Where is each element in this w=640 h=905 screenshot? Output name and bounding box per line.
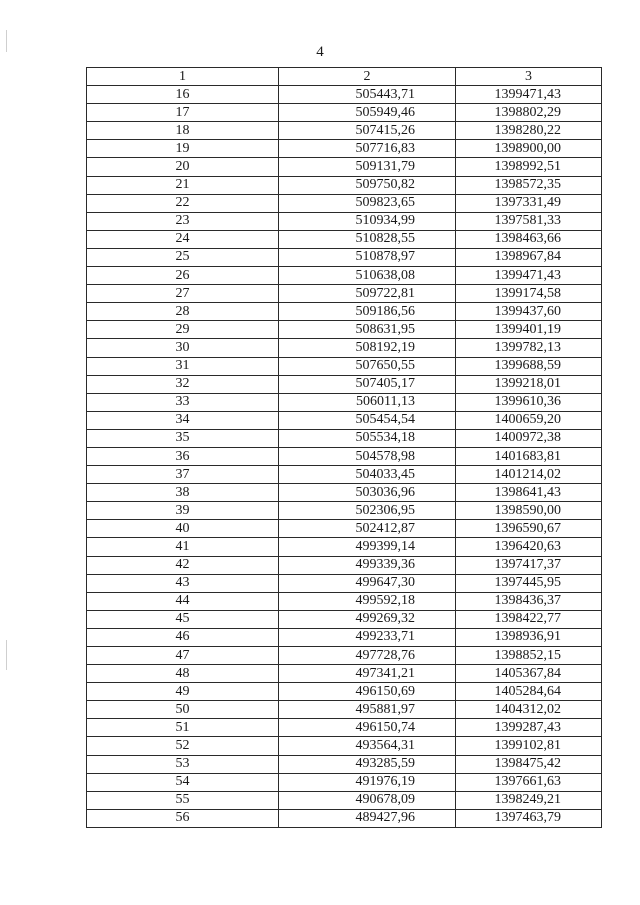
- coordinate-y-cell: 1404312,02: [456, 701, 602, 719]
- page-number: 4: [316, 44, 324, 60]
- coordinate-y-cell: 1399218,01: [456, 375, 602, 393]
- coordinate-x-cell: 507405,17: [279, 375, 456, 393]
- point-number-cell: 19: [87, 140, 279, 158]
- point-number-cell: 31: [87, 357, 279, 375]
- point-number-cell: 54: [87, 773, 279, 791]
- coordinate-y-cell: 1400972,38: [456, 429, 602, 447]
- coordinate-x-cell: 496150,69: [279, 683, 456, 701]
- coordinate-y-cell: 1398900,00: [456, 140, 602, 158]
- table-row: [87, 592, 602, 610]
- coordinate-y-cell: 1398280,22: [456, 122, 602, 140]
- coordinate-y-cell: 1399688,59: [456, 357, 602, 375]
- coordinate-y-cell: 1400659,20: [456, 411, 602, 429]
- coordinate-x-cell: 497341,21: [279, 665, 456, 683]
- table-row: [87, 267, 602, 285]
- table-row: [87, 429, 602, 447]
- coordinate-y-cell: 1399174,58: [456, 285, 602, 303]
- coordinate-y-cell: 1399437,60: [456, 303, 602, 321]
- coordinate-x-cell: 505443,71: [279, 86, 456, 104]
- coordinate-x-cell: 499592,18: [279, 592, 456, 610]
- table-row: [87, 393, 602, 411]
- coordinate-x-cell: 489427,96: [279, 809, 456, 827]
- table-row: [87, 411, 602, 429]
- coordinate-x-cell: 506011,13: [279, 393, 456, 411]
- table-row: [87, 357, 602, 375]
- point-number-cell: 43: [87, 574, 279, 592]
- coordinate-y-cell: 1398936,91: [456, 628, 602, 646]
- coordinate-y-cell: 1398436,37: [456, 592, 602, 610]
- table-row: [87, 610, 602, 628]
- coordinate-x-cell: 510828,55: [279, 230, 456, 248]
- table-row: [87, 791, 602, 809]
- coordinate-y-cell: 1396420,63: [456, 538, 602, 556]
- point-number-cell: 38: [87, 484, 279, 502]
- point-number-cell: 26: [87, 267, 279, 285]
- point-number-cell: 39: [87, 502, 279, 520]
- coordinate-x-cell: 499269,32: [279, 610, 456, 628]
- table-row: [87, 194, 602, 212]
- table-row: [87, 176, 602, 194]
- point-number-cell: 30: [87, 339, 279, 357]
- table-row: [87, 484, 602, 502]
- table-row: [87, 140, 602, 158]
- coordinate-x-cell: 493564,31: [279, 737, 456, 755]
- coordinate-y-cell: 1399471,43: [456, 267, 602, 285]
- table-row: [87, 755, 602, 773]
- coordinate-y-cell: 1398422,77: [456, 610, 602, 628]
- coordinate-x-cell: 491976,19: [279, 773, 456, 791]
- coordinate-x-cell: 504033,45: [279, 466, 456, 484]
- coordinate-x-cell: 497728,76: [279, 647, 456, 665]
- table-row: [87, 520, 602, 538]
- coordinate-x-cell: 509186,56: [279, 303, 456, 321]
- point-number-cell: 55: [87, 791, 279, 809]
- table-row: [87, 158, 602, 176]
- column-header-2: 2: [279, 68, 456, 86]
- point-number-cell: 21: [87, 176, 279, 194]
- table-row: [87, 538, 602, 556]
- table-row: [87, 86, 602, 104]
- coordinate-y-cell: 1396590,67: [456, 520, 602, 538]
- coordinate-x-cell: 499233,71: [279, 628, 456, 646]
- table-row: [87, 809, 602, 827]
- point-number-cell: 40: [87, 520, 279, 538]
- coordinate-y-cell: 1399782,13: [456, 339, 602, 357]
- coordinate-x-cell: 502306,95: [279, 502, 456, 520]
- table-row: [87, 737, 602, 755]
- table-row: [87, 447, 602, 465]
- coordinate-y-cell: 1399401,19: [456, 321, 602, 339]
- coordinate-y-cell: 1401683,81: [456, 447, 602, 465]
- coordinate-y-cell: 1398463,66: [456, 230, 602, 248]
- coordinate-y-cell: 1397463,79: [456, 809, 602, 827]
- point-number-cell: 32: [87, 375, 279, 393]
- coordinate-x-cell: 505534,18: [279, 429, 456, 447]
- point-number-cell: 28: [87, 303, 279, 321]
- point-number-cell: 25: [87, 248, 279, 266]
- table-row: [87, 647, 602, 665]
- coordinate-y-cell: 1398641,43: [456, 484, 602, 502]
- coordinate-x-cell: 507415,26: [279, 122, 456, 140]
- coordinate-x-cell: 509823,65: [279, 194, 456, 212]
- point-number-cell: 52: [87, 737, 279, 755]
- table-row: [87, 303, 602, 321]
- point-number-cell: 35: [87, 429, 279, 447]
- coordinate-x-cell: 493285,59: [279, 755, 456, 773]
- table-row: [87, 574, 602, 592]
- coordinate-x-cell: 490678,09: [279, 791, 456, 809]
- point-number-cell: 46: [87, 628, 279, 646]
- table-row: [87, 502, 602, 520]
- coordinate-y-cell: 1405367,84: [456, 665, 602, 683]
- table-row: [87, 556, 602, 574]
- coordinate-y-cell: 1398572,35: [456, 176, 602, 194]
- coordinate-x-cell: 510638,08: [279, 267, 456, 285]
- column-header-1: 1: [87, 68, 279, 86]
- point-number-cell: 44: [87, 592, 279, 610]
- coordinate-y-cell: 1398852,15: [456, 647, 602, 665]
- coordinates-table: [86, 67, 602, 828]
- table-row: [87, 212, 602, 230]
- coordinate-x-cell: 510878,97: [279, 248, 456, 266]
- coordinate-x-cell: 508192,19: [279, 339, 456, 357]
- table-row: [87, 466, 602, 484]
- point-number-cell: 48: [87, 665, 279, 683]
- coordinate-y-cell: 1399102,81: [456, 737, 602, 755]
- table-row: [87, 773, 602, 791]
- point-number-cell: 51: [87, 719, 279, 737]
- coordinate-x-cell: 502412,87: [279, 520, 456, 538]
- point-number-cell: 49: [87, 683, 279, 701]
- coordinate-y-cell: 1397331,49: [456, 194, 602, 212]
- point-number-cell: 34: [87, 411, 279, 429]
- coordinate-x-cell: 503036,96: [279, 484, 456, 502]
- point-number-cell: 18: [87, 122, 279, 140]
- coordinate-y-cell: 1399471,43: [456, 86, 602, 104]
- point-number-cell: 23: [87, 212, 279, 230]
- column-header-3: 3: [456, 68, 602, 86]
- table-row: [87, 665, 602, 683]
- table-row: [87, 122, 602, 140]
- table-row: [87, 104, 602, 122]
- coordinate-y-cell: 1398475,42: [456, 755, 602, 773]
- point-number-cell: 56: [87, 809, 279, 827]
- point-number-cell: 20: [87, 158, 279, 176]
- point-number-cell: 36: [87, 447, 279, 465]
- coordinate-x-cell: 510934,99: [279, 212, 456, 230]
- point-number-cell: 22: [87, 194, 279, 212]
- coordinate-y-cell: 1405284,64: [456, 683, 602, 701]
- coordinate-x-cell: 504578,98: [279, 447, 456, 465]
- table-row: [87, 339, 602, 357]
- coordinate-x-cell: 505454,54: [279, 411, 456, 429]
- coordinate-y-cell: 1399287,43: [456, 719, 602, 737]
- coordinate-x-cell: 509750,82: [279, 176, 456, 194]
- table-header-row: [87, 68, 602, 86]
- point-number-cell: 29: [87, 321, 279, 339]
- table-row: [87, 683, 602, 701]
- point-number-cell: 16: [87, 86, 279, 104]
- coordinate-x-cell: 499647,30: [279, 574, 456, 592]
- coordinate-y-cell: 1398802,29: [456, 104, 602, 122]
- point-number-cell: 42: [87, 556, 279, 574]
- coordinate-y-cell: 1397661,63: [456, 773, 602, 791]
- coordinate-x-cell: 495881,97: [279, 701, 456, 719]
- coordinate-y-cell: 1398992,51: [456, 158, 602, 176]
- coordinate-x-cell: 507716,83: [279, 140, 456, 158]
- coordinate-y-cell: 1397445,95: [456, 574, 602, 592]
- table-row: [87, 285, 602, 303]
- point-number-cell: 45: [87, 610, 279, 628]
- point-number-cell: 27: [87, 285, 279, 303]
- table-row: [87, 628, 602, 646]
- coordinate-y-cell: 1401214,02: [456, 466, 602, 484]
- coordinate-x-cell: 499339,36: [279, 556, 456, 574]
- coordinate-y-cell: 1397417,37: [456, 556, 602, 574]
- coordinate-x-cell: 499399,14: [279, 538, 456, 556]
- point-number-cell: 47: [87, 647, 279, 665]
- coordinate-x-cell: 507650,55: [279, 357, 456, 375]
- point-number-cell: 41: [87, 538, 279, 556]
- table-row: [87, 248, 602, 266]
- coordinate-y-cell: 1399610,36: [456, 393, 602, 411]
- coordinates-table-body: [87, 68, 602, 828]
- coordinate-y-cell: 1398967,84: [456, 248, 602, 266]
- coordinate-x-cell: 509131,79: [279, 158, 456, 176]
- scan-edge-mark-middle: [6, 640, 7, 670]
- point-number-cell: 17: [87, 104, 279, 122]
- point-number-cell: 37: [87, 466, 279, 484]
- table-row: [87, 701, 602, 719]
- table-row: [87, 321, 602, 339]
- coordinate-y-cell: 1397581,33: [456, 212, 602, 230]
- table-row: [87, 230, 602, 248]
- table-row: [87, 719, 602, 737]
- coordinate-x-cell: 508631,95: [279, 321, 456, 339]
- point-number-cell: 33: [87, 393, 279, 411]
- coordinate-y-cell: 1398249,21: [456, 791, 602, 809]
- coordinate-x-cell: 496150,74: [279, 719, 456, 737]
- point-number-cell: 50: [87, 701, 279, 719]
- point-number-cell: 24: [87, 230, 279, 248]
- coordinate-y-cell: 1398590,00: [456, 502, 602, 520]
- coordinate-x-cell: 509722,81: [279, 285, 456, 303]
- coordinate-x-cell: 505949,46: [279, 104, 456, 122]
- table-row: [87, 375, 602, 393]
- point-number-cell: 53: [87, 755, 279, 773]
